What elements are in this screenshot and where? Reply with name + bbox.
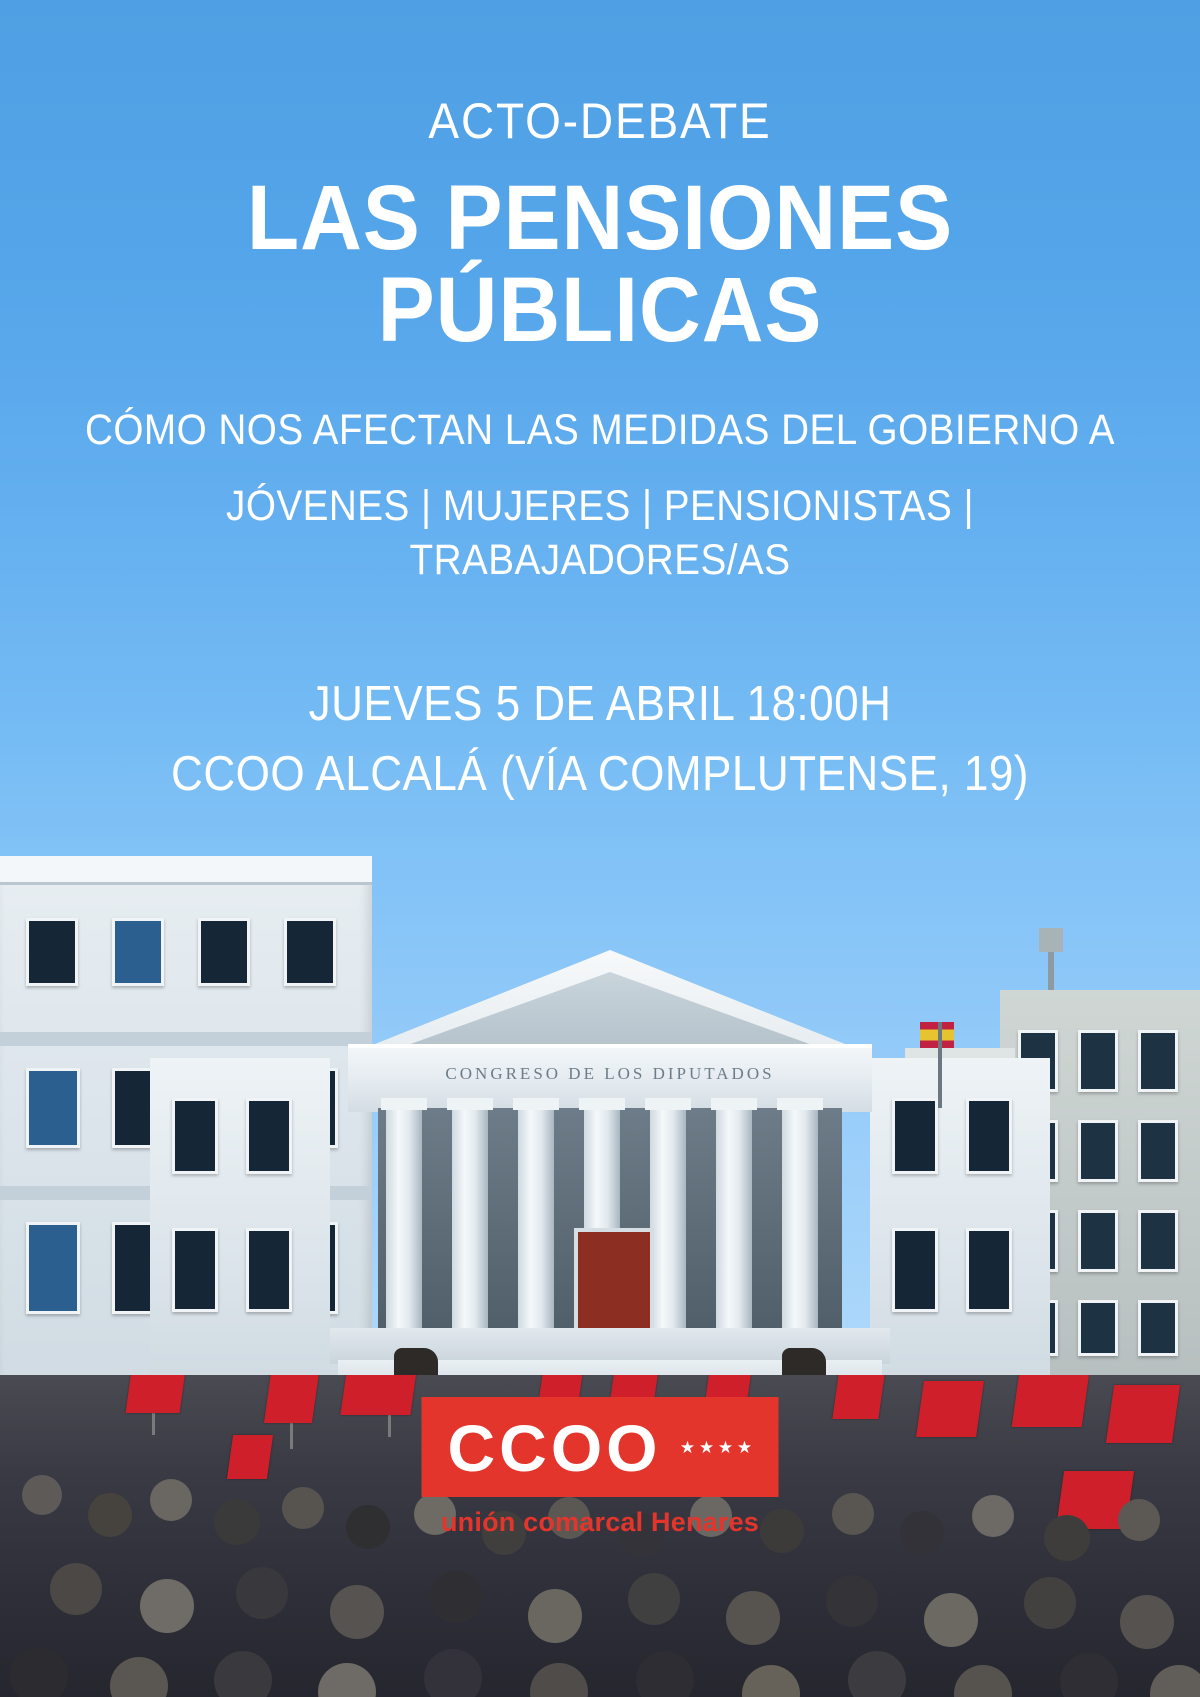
spanish-flag xyxy=(920,1022,954,1048)
colonnade xyxy=(378,1108,842,1360)
column xyxy=(386,1108,422,1360)
window xyxy=(892,1228,938,1312)
person-head xyxy=(282,1487,324,1529)
person-head xyxy=(924,1593,978,1647)
poster-subtitle-line2: JÓVENES | MUJERES | PENSIONISTAS | TRABAJADORES/AS xyxy=(226,481,974,584)
person-head xyxy=(236,1567,288,1619)
window xyxy=(172,1228,218,1312)
window xyxy=(26,1068,80,1148)
window xyxy=(892,1098,938,1174)
person-head xyxy=(726,1591,780,1645)
window xyxy=(26,918,78,986)
person-head xyxy=(1118,1499,1160,1541)
person-head xyxy=(88,1493,132,1537)
poster-headline: LAS PENSIONES PÚBLICAS xyxy=(246,167,954,361)
photo-congress-demonstration xyxy=(0,800,1200,1697)
person-head xyxy=(636,1651,694,1697)
union-flag xyxy=(126,1375,189,1413)
person-head xyxy=(954,1665,1012,1697)
poster-subtitle-line1: CÓMO NOS AFECTAN LAS MEDIDAS DEL GOBIERNO A xyxy=(84,406,1116,454)
window xyxy=(1138,1030,1178,1092)
building-band xyxy=(0,1032,372,1046)
window xyxy=(1078,1030,1118,1092)
union-flag xyxy=(340,1375,421,1415)
poster-text-block xyxy=(0,0,1200,807)
building-frieze-text: CONGRESO DE LOS DIPUTADOS xyxy=(445,1064,775,1083)
person-head xyxy=(1060,1653,1118,1697)
person-head xyxy=(214,1499,260,1545)
window xyxy=(198,918,250,986)
ccoo-wordmark: CCOO xyxy=(447,1411,662,1485)
ccoo-logo-box xyxy=(422,1397,779,1497)
person-head xyxy=(1024,1577,1076,1629)
column xyxy=(650,1108,686,1360)
person-head xyxy=(832,1493,874,1535)
star-icon: ★ xyxy=(717,1438,734,1457)
star-icon: ★ xyxy=(736,1438,753,1457)
person-head xyxy=(848,1651,906,1697)
congress-right-wing xyxy=(870,1058,1050,1420)
window xyxy=(966,1098,1012,1174)
window xyxy=(1078,1300,1118,1356)
rooftop-antenna xyxy=(1048,928,1054,994)
ccoo-logo xyxy=(422,1397,779,1538)
person-head xyxy=(528,1589,582,1643)
person-head xyxy=(214,1651,272,1697)
window xyxy=(1078,1210,1118,1272)
person-head xyxy=(110,1657,168,1697)
star-icon: ★ xyxy=(679,1438,696,1457)
column xyxy=(716,1108,752,1360)
person-head xyxy=(826,1575,878,1627)
window xyxy=(112,918,164,986)
union-flag xyxy=(916,1381,984,1437)
person-head xyxy=(628,1573,680,1625)
four-stars-icon xyxy=(680,1440,753,1456)
person-head xyxy=(424,1649,482,1697)
window xyxy=(284,918,336,986)
person-head xyxy=(530,1663,588,1697)
union-flag xyxy=(1012,1375,1091,1427)
window xyxy=(1138,1300,1178,1356)
poster-kicker: ACTO-DEBATE xyxy=(428,93,772,149)
person-head xyxy=(1120,1595,1174,1649)
person-head xyxy=(22,1475,62,1515)
window xyxy=(966,1228,1012,1312)
flagpole xyxy=(938,1022,942,1108)
person-head xyxy=(1044,1515,1090,1561)
union-flag xyxy=(264,1375,320,1423)
person-head xyxy=(972,1495,1014,1537)
window xyxy=(26,1222,80,1314)
person-head xyxy=(150,1479,192,1521)
person-head xyxy=(50,1563,102,1615)
person-head xyxy=(140,1579,194,1633)
person-head xyxy=(346,1505,390,1549)
union-flag xyxy=(1106,1385,1180,1443)
person-head xyxy=(10,1647,68,1697)
window xyxy=(172,1098,218,1174)
column xyxy=(518,1108,554,1360)
building-cornice xyxy=(0,856,372,885)
poster-datetime: JUEVES 5 DE ABRIL 18:00H xyxy=(308,677,892,732)
congreso-de-los-diputados-building xyxy=(330,950,890,1420)
window xyxy=(1078,1120,1118,1182)
window xyxy=(246,1228,292,1312)
column xyxy=(782,1108,818,1360)
union-flag xyxy=(227,1435,273,1479)
person-head xyxy=(900,1511,944,1555)
person-head xyxy=(318,1663,376,1697)
star-icon: ★ xyxy=(698,1438,715,1457)
window xyxy=(1138,1120,1178,1182)
column xyxy=(452,1108,488,1360)
union-flag xyxy=(832,1375,885,1419)
person-head xyxy=(1150,1665,1200,1697)
person-head xyxy=(330,1585,384,1639)
person-head xyxy=(430,1571,482,1623)
window xyxy=(246,1098,292,1174)
window xyxy=(1138,1210,1178,1272)
person-head xyxy=(742,1665,800,1697)
poster-venue: CCOO ALCALÁ (VÍA COMPLUTENSE, 19) xyxy=(171,746,1029,801)
ccoo-logo-caption: unión comarcal Henares xyxy=(440,1507,759,1537)
congress-left-wing xyxy=(150,1058,330,1420)
